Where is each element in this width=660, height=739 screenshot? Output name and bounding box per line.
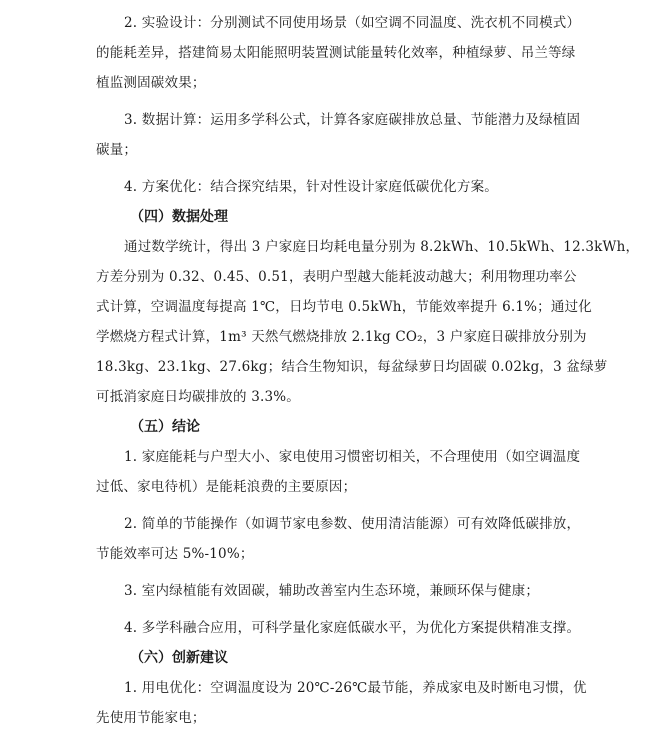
text-line: 通过数学统计，得出 3 户家庭日均耗电量分别为 8.2kWh、10.5kWh、12.3kWh， — [124, 239, 640, 255]
text-line: 过低、家电待机）是能耗浪费的主要原因； — [96, 479, 357, 495]
text-line: 先使用节能家电； — [96, 710, 206, 726]
text-line: 3. 数据计算：运用多学科公式，计算各家庭碳排放总量、节能潜力及绿植固 — [124, 112, 581, 128]
text-line: 3. 室内绿植能有效固碳，辅助改善室内生态环境，兼顾环保与健康； — [124, 583, 540, 599]
paragraph-conclusion-2 — [96, 509, 602, 569]
text-line: 节能效率可达 5%-10%； — [96, 546, 254, 562]
text-line: 2. 简单的节能操作（如调节家电参数、使用清洁能源）可有效降低碳排放， — [124, 516, 581, 532]
text-line: 的能耗差异，搭建简易太阳能照明装置测试能量转化效率，种植绿萝、吊兰等绿 — [96, 45, 576, 61]
text-line: 碳量； — [96, 142, 138, 158]
section-heading-innovation-suggestions: （六）创新建议 — [130, 650, 228, 666]
paragraph-conclusion-4 — [96, 613, 602, 643]
text-line: 可抵消家庭日均碳排放的 3.3%。 — [96, 389, 300, 405]
text-line: 4. 方案优化：结合探究结果，针对性设计家庭低碳优化方案。 — [124, 179, 498, 195]
text-line: 植监测固碳效果； — [96, 75, 206, 91]
text-line: 4. 多学科融合应用，可科学量化家庭低碳水平，为优化方案提供精准支撑。 — [124, 620, 581, 636]
paragraph-conclusion-1 — [96, 442, 602, 502]
paragraph-data-calculation — [96, 105, 602, 165]
paragraph-experiment-design — [96, 8, 602, 98]
paragraph-conclusion-3 — [96, 576, 602, 606]
text-line: 2. 实验设计：分别测试不同使用场景（如空调不同温度、洗衣机不同模式） — [124, 15, 581, 31]
text-line: 1. 用电优化：空调温度设为 20℃-26℃最节能，养成家电及时断电习惯，优 — [124, 680, 587, 696]
paragraph-suggestion-1 — [96, 673, 602, 733]
text-line: 式计算，空调温度每提高 1℃，日均节电 0.5kWh，节能效率提升 6.1%；通过化 — [96, 299, 592, 315]
section-heading-conclusion: （五）结论 — [130, 419, 200, 435]
section-heading-data-processing: （四）数据处理 — [130, 209, 228, 225]
text-line: 学燃烧方程式计算，1m³ 天然气燃烧排放 2.1kg CO₂，3 户家庭日碳排放分别为 — [96, 329, 587, 345]
text-line: 方差分别为 0.32、0.45、0.51，表明户型越大能耗波动越大；利用物理功率公 — [96, 269, 577, 285]
paragraph-plan-optimization — [96, 172, 602, 202]
text-line: 1. 家庭能耗与户型大小、家电使用习惯密切相关，不合理使用（如空调温度 — [124, 449, 581, 465]
text-line: 18.3kg、23.1kg、27.6kg；结合生物知识，每盆绿萝日均固碳 0.02kg，3 盆绿萝 — [96, 359, 608, 375]
paragraph-data-processing — [96, 232, 640, 412]
